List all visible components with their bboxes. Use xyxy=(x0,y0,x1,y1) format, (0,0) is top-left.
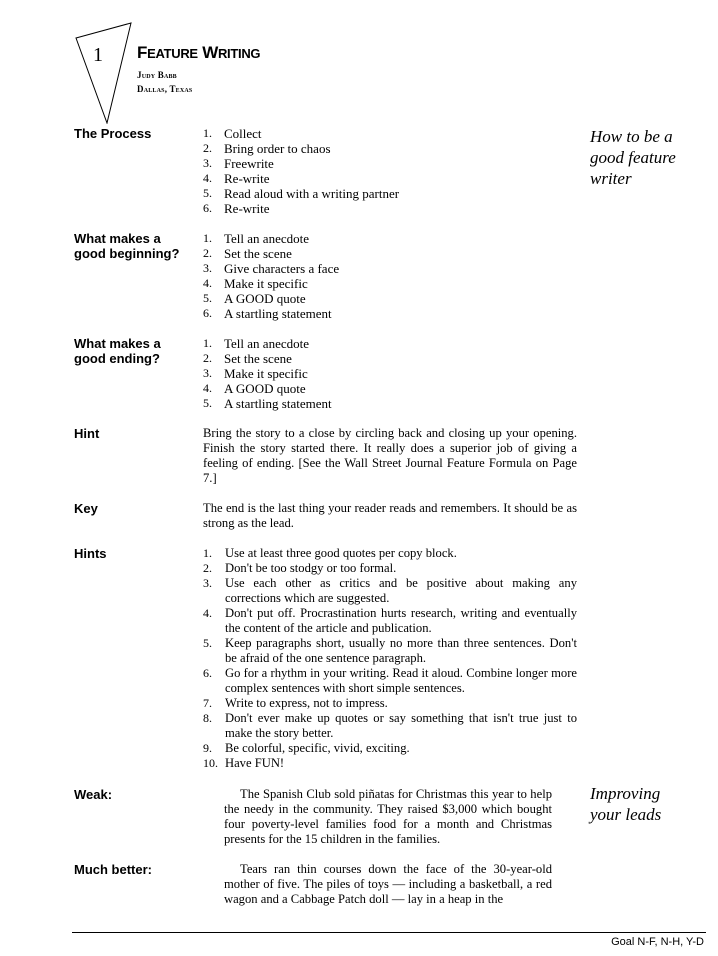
title-initial-f: F xyxy=(137,43,148,62)
ending-list xyxy=(203,336,332,411)
list-item: 1. Collect xyxy=(203,126,262,141)
list-item: 3. Freewrite xyxy=(203,156,274,171)
author-location: Dallas, Texas xyxy=(137,84,193,94)
list-item: 10. Have FUN! xyxy=(203,756,285,770)
process-list xyxy=(203,126,399,216)
section-label-key: Key xyxy=(74,501,98,516)
list-item: 2. Set the scene xyxy=(203,246,292,261)
title-initial-w: W xyxy=(202,43,218,62)
list-item: 6. Go for a rhythm in your writing. Read it aloud. Combine longer more complex sentences with short simple sentences. xyxy=(203,666,577,695)
weak-lead-text: The Spanish Club sold piñatas for Christmas this year to help the needy in the community. They raised $3,000 which bought four poverty-level families food for a month and Christmas presents for the 15 children in the families. xyxy=(224,787,552,846)
section-label-hint: Hint xyxy=(74,426,100,441)
list-item: 9. Be colorful, specific, vivid, exciting. xyxy=(203,741,410,755)
list-item: 5. Read aloud with a writing partner xyxy=(203,186,400,201)
list-item: 4. Re-write xyxy=(203,171,270,186)
list-item: 1. Tell an anecdote xyxy=(203,231,309,246)
list-item: 6. A startling statement xyxy=(203,306,332,321)
list-item: 4. A GOOD quote xyxy=(203,381,306,396)
margin-note-feature-writer: How to be a good feature writer xyxy=(590,127,676,188)
key-text: The end is the last thing your reader reads and remembers. It should be as strong as the lead. xyxy=(203,501,577,530)
list-item: 2. Don't be too stodgy or too formal. xyxy=(203,561,397,575)
list-item: 4. Don't put off. Procrastination hurts research, writing and eventually the content of the article and publication. xyxy=(203,606,577,635)
list-item: 4. Make it specific xyxy=(203,276,308,291)
chapter-triangle-icon xyxy=(75,22,135,124)
list-item: 1. Use at least three good quotes per copy block. xyxy=(203,546,457,560)
list-item: 5. Keep paragraphs short, usually no more than three sentences. Don't be afraid of the one sentence paragraph. xyxy=(203,636,577,665)
section-label-ending: What makes a good ending? xyxy=(74,336,161,366)
title-rest-writing: RITING xyxy=(217,46,261,61)
section-label-weak: Weak: xyxy=(74,787,113,802)
section-label-process: The Process xyxy=(74,126,152,141)
list-item: 3. Use each other as critics and be positive about making any corrections which are suggested. xyxy=(203,576,577,605)
list-item: 5. A startling statement xyxy=(203,396,332,411)
beginning-list xyxy=(203,231,339,321)
list-item: 8. Don't ever make up quotes or say something that isn't true just to make the story better. xyxy=(203,711,577,740)
page-title xyxy=(137,43,260,63)
list-item: 6. Re-write xyxy=(203,201,270,216)
list-item: 5. A GOOD quote xyxy=(203,291,306,306)
list-item: 3. Make it specific xyxy=(203,366,308,381)
section-label-beginning: What makes a good beginning? xyxy=(74,231,180,261)
title-rest-feature: EATURE xyxy=(147,46,198,61)
list-item: 2. Bring order to chaos xyxy=(203,141,331,156)
margin-note-improving-leads: Improving your leads xyxy=(590,784,662,824)
list-item: 2. Set the scene xyxy=(203,351,292,366)
list-item: 1. Tell an anecdote xyxy=(203,336,309,351)
hints-list xyxy=(203,546,577,771)
author-name: Judy Babb xyxy=(137,70,177,80)
better-lead-text: Tears ran thin courses down the face of the 30-year-old mother of five. The piles of toys — including a basketball, a red wagon and a Cabbage Patch doll — lay in a heap in the xyxy=(224,862,552,906)
list-item: 3. Give characters a face xyxy=(203,261,340,276)
section-label-much-better: Much better: xyxy=(74,862,152,877)
chapter-number: 1 xyxy=(93,44,103,66)
section-label-hints: Hints xyxy=(74,546,107,561)
footer-divider xyxy=(72,932,706,933)
hint-text: Bring the story to a close by circling back and closing up your opening. Finish the story started there. It really does a superior job of giving a feeling of ending. [See the Wall Street Journal Feature Formula on Page 7.] xyxy=(203,426,577,485)
footer-goal: Goal N-F, N-H, Y-D xyxy=(611,936,704,948)
list-item: 7. Write to express, not to impress. xyxy=(203,696,388,710)
